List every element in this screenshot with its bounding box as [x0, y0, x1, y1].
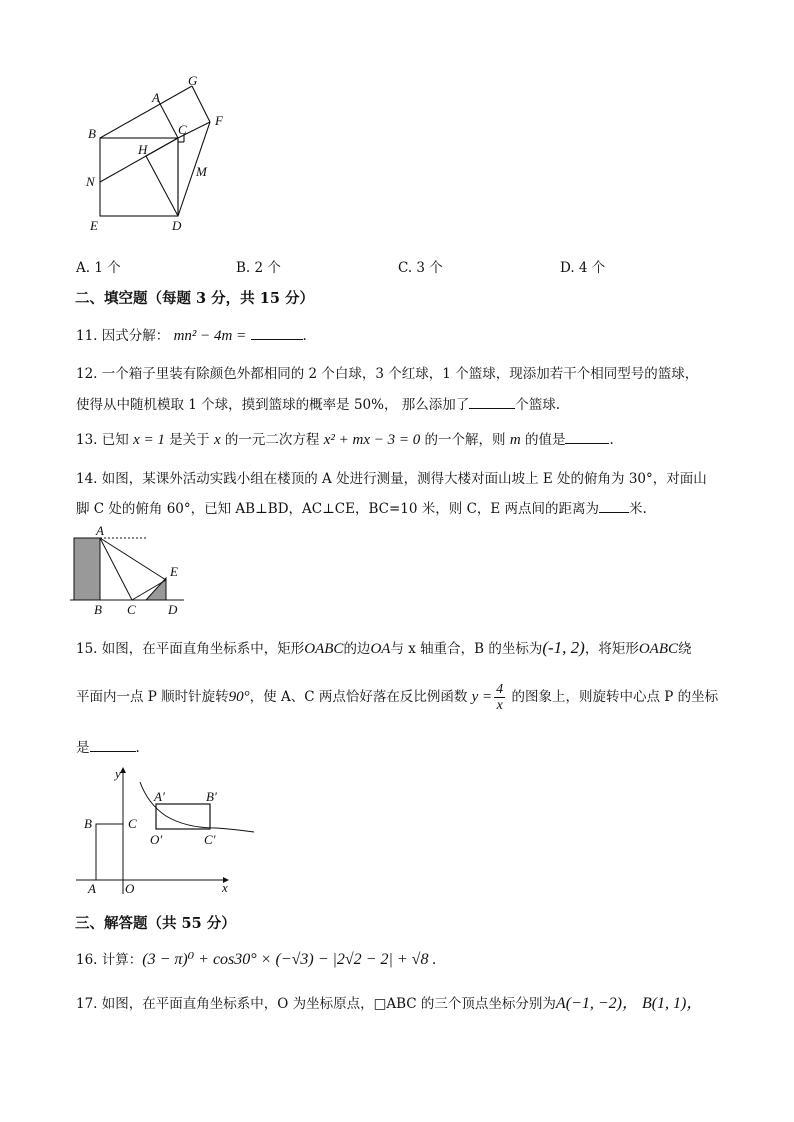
label-A-prime: A′ [154, 789, 165, 804]
label-B-prime: B′ [206, 789, 217, 804]
q12-text-a: 使得从中随机模取 1 个球，摸到篮球的概率是 50%， 那么添加了 [76, 397, 470, 413]
question-15-line1 [76, 637, 692, 658]
question-15-line2 [76, 682, 718, 713]
label-E: E [90, 218, 98, 233]
q13-i: 的值是 [524, 432, 566, 448]
coordinate-figure [70, 764, 260, 899]
q16-math: (3 − π)⁰ + cos30° × (−√3) − |2√2 − 2| + √8 . [142, 951, 437, 968]
label-C: C [127, 602, 136, 617]
label-B: B [84, 816, 92, 831]
q11-answer-blank[interactable] [251, 327, 303, 340]
label-A: A [88, 881, 96, 896]
figure-q15 [70, 764, 260, 899]
label-E: E [170, 564, 178, 579]
q13-b: x = 1 [133, 432, 165, 448]
q14-answer-blank[interactable] [599, 500, 629, 513]
q13-c: 是关于 [169, 432, 210, 448]
question-12-line2 [76, 393, 560, 413]
question-17 [76, 990, 702, 1013]
question-15-line3 [76, 736, 140, 756]
q13-f: x² + mx − 3 = 0 [323, 432, 421, 448]
q13-j: . [609, 432, 614, 448]
label-B: B [94, 602, 102, 617]
q13-g: 的一个解，则 [424, 432, 506, 448]
question-14-line2 [76, 497, 647, 517]
building-slope-figure [66, 520, 196, 620]
fraction-4-over-x [494, 682, 505, 713]
label-x: x [222, 880, 228, 895]
label-M: M [196, 164, 207, 179]
label-B: B [88, 126, 96, 141]
q15-l2-c: ，使 A、C 两点恰好落在反比例函数 [249, 689, 468, 705]
q15-l2-d: y = [471, 689, 493, 705]
fraction-denominator: x [496, 698, 503, 713]
q17-math: A(−1, −2)， B(1, 1)， [555, 995, 703, 1012]
figure-q10 [80, 70, 240, 240]
q13-answer-blank[interactable] [565, 431, 609, 444]
label-C: C [128, 816, 137, 831]
question-16 [76, 948, 436, 969]
question-13 [76, 428, 614, 449]
section-2-title: 二、填空题（每题 3 分，共 15 分） [75, 290, 314, 307]
section-3-title: 三、解答题（共 55 分） [75, 915, 236, 932]
q13-e: 的一元二次方程 [224, 432, 320, 448]
q13-a: 13. 已知 [76, 432, 129, 448]
q11-suffix: . [302, 328, 307, 344]
figure-q14 [66, 520, 196, 620]
q15-answer-blank[interactable] [90, 739, 136, 752]
label-A: A [96, 523, 104, 538]
q15-l1-e: 与 x 轴重合，B 的坐标为 [390, 641, 543, 657]
option-a: A. 1 个 [76, 260, 121, 276]
geometry-figure [80, 70, 240, 240]
label-O: O [125, 881, 135, 896]
q13-h: m [509, 432, 521, 448]
label-y: y [115, 766, 121, 781]
label-C-prime: C′ [204, 832, 216, 847]
q11-prefix: 11. 因式分解： [76, 328, 170, 344]
q15-l3-b: . [135, 740, 140, 756]
question-12-line1: 12. 一个箱子里装有除颜色外都相同的 2 个白球，3 个红球，1 个篮球，现添加若干个相同型号的篮球， [76, 366, 699, 382]
q15-l1-h: OABC [638, 641, 679, 657]
q13-d: x [213, 432, 221, 448]
label-A: A [152, 90, 160, 105]
label-D: D [172, 218, 182, 233]
label-G: G [188, 73, 198, 88]
label-H: H [138, 142, 148, 157]
q15-l2-e: 的图象上，则旋转中心点 P 的坐标 [511, 689, 719, 705]
q15-l2-b: 90° [228, 689, 250, 705]
q15-l1-a: 15. 如图，在平面直角坐标系中，矩形 [76, 641, 305, 657]
option-c: C. 3 个 [398, 260, 443, 276]
q14-text-b: 米. [629, 501, 647, 517]
option-b: B. 2 个 [236, 260, 281, 276]
q12-text-b: 个篮球. [515, 397, 561, 413]
label-C: C [178, 122, 187, 137]
question-14-line1: 14. 如图，某课外活动实践小组在楼顶的 A 处进行测量，测得大楼对面山坡上 E 处的俯角为 30°，对面山 [76, 471, 707, 487]
q16-prefix: 16. 计算： [76, 952, 143, 968]
q15-l1-g: ，将矩形 [584, 641, 639, 657]
label-D: D [168, 602, 178, 617]
q15-l3-a: 是 [76, 740, 90, 756]
q12-answer-blank[interactable] [469, 396, 515, 409]
q11-math: mn² − 4m = [173, 328, 247, 344]
label-O-prime: O′ [150, 832, 163, 847]
q15-l1-i: 绕 [678, 641, 692, 657]
q15-l1-f: (-1, 2) [542, 638, 585, 657]
q14-text-a: 脚 C 处的俯角 60°，已知 AB⊥BD，AC⊥CE，BC=10 米，则 C，E 两点间的距离为 [76, 501, 600, 517]
label-F: F [215, 113, 223, 128]
label-N: N [86, 174, 95, 189]
option-d: D. 4 个 [560, 260, 606, 276]
q15-l1-c: 的边 [343, 641, 371, 657]
q15-l1-b: OABC [304, 641, 344, 657]
q17-text: 17. 如图，在平面直角坐标系中，O 为坐标原点，□ABC 的三个顶点坐标分别为 [76, 996, 556, 1012]
fraction-numerator: 4 [496, 682, 504, 697]
q15-l1-d: OA [370, 641, 391, 657]
question-11 [76, 324, 307, 345]
q15-l2-a: 平面内一点 P 顺时针旋转 [76, 689, 229, 705]
